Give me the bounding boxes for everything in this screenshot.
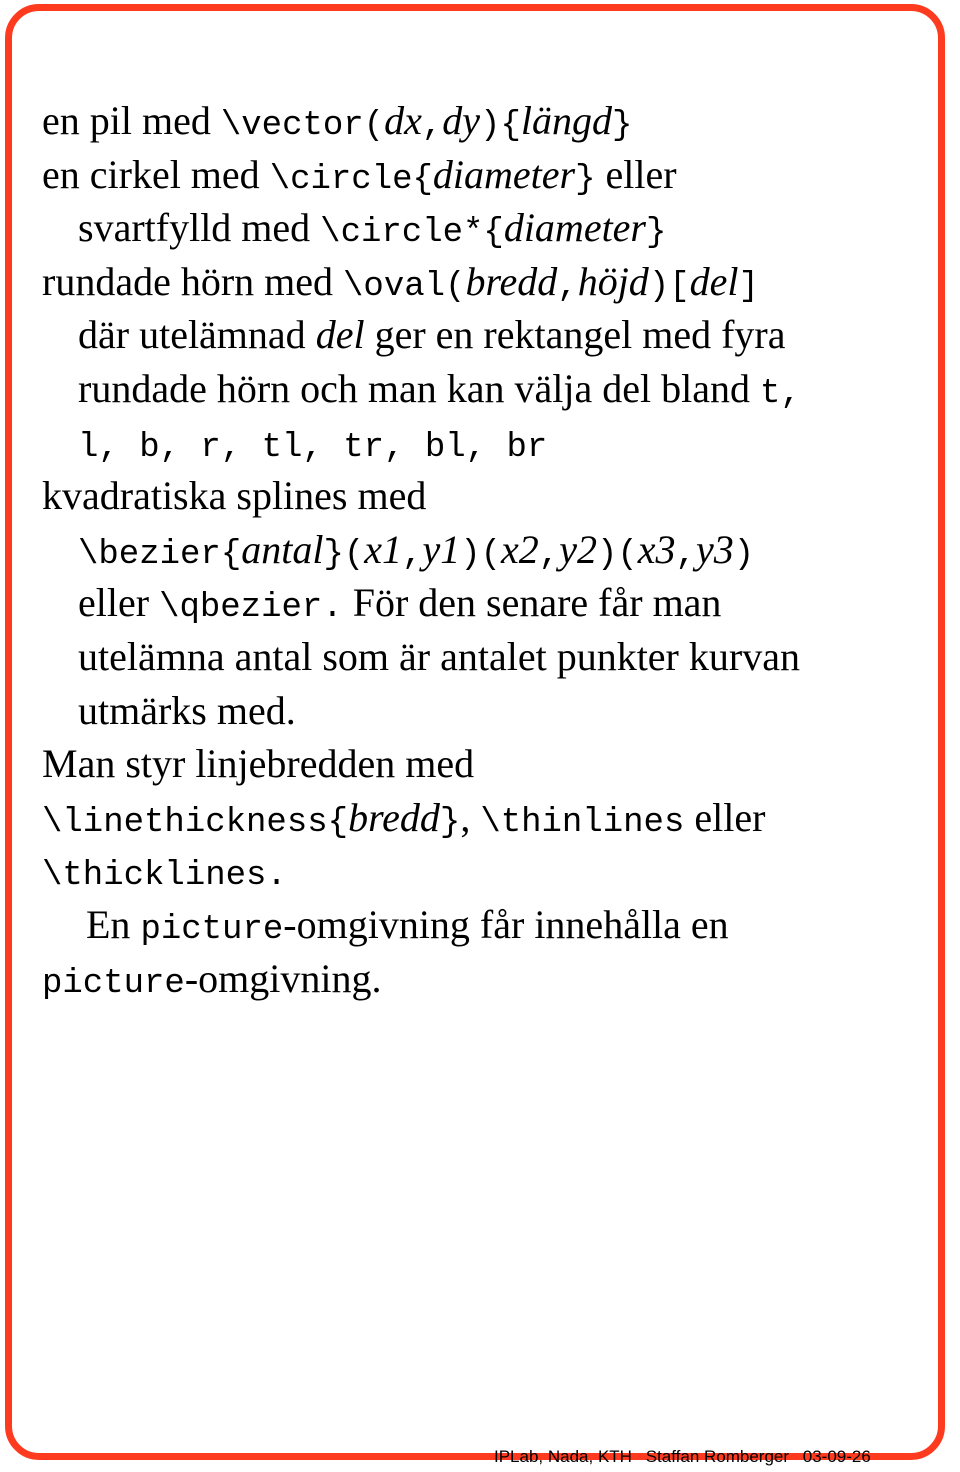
footer-date: 03-09-26 [802, 1447, 871, 1466]
code-fragment: \thinlines [480, 803, 685, 842]
text-line [42, 737, 922, 791]
text-line [42, 684, 922, 738]
code-fragment: } [439, 803, 461, 842]
text-fragment: kvadratiska splines med [42, 473, 427, 519]
text-line [42, 523, 922, 577]
code-fragment: \circle*{ [320, 214, 504, 253]
code-fragment: \vector( [220, 107, 385, 145]
code-fragment: } [611, 107, 633, 145]
text-line [42, 94, 922, 148]
text-line [42, 576, 922, 630]
code-fragment: \qbezier. [159, 589, 343, 628]
text-fragment: För den senare får man [342, 580, 722, 626]
text-line [42, 630, 922, 684]
text-fragment: utelämna antal som är antalet punkter kurvan [78, 633, 800, 679]
text-fragment: eller [684, 794, 766, 840]
code-fragment: ] [738, 267, 759, 306]
code-fragment: , [538, 535, 560, 574]
italic-argument: x3 [637, 526, 676, 572]
footer [494, 1447, 880, 1467]
text-fragment: Man styr linjebredden med [42, 741, 475, 787]
text-fragment: , [460, 794, 481, 840]
code-fragment: , [557, 267, 578, 306]
text-line [42, 148, 922, 202]
code-fragment: l, b, r, tl, tr, bl, br [78, 428, 548, 467]
text-fragment: ger en rektangel med fyra [364, 312, 786, 358]
italic-argument: y1 [422, 526, 461, 572]
italic-argument: diameter [432, 151, 576, 197]
italic-argument: y2 [559, 526, 597, 572]
text-fragment: en pil med [42, 98, 221, 143]
code-fragment: )( [460, 535, 502, 574]
text-fragment: rundade hörn med [42, 258, 344, 304]
text-fragment: eller [78, 580, 160, 626]
text-line [42, 416, 922, 470]
text-fragment: eller [595, 151, 677, 197]
text-fragment: rundade hörn och man kan välja del bland [78, 365, 760, 411]
text-fragment: -omgivning får innehålla en [283, 901, 729, 947]
italic-argument: x1 [364, 526, 403, 572]
code-fragment: \oval( [343, 267, 466, 306]
code-fragment: , [402, 535, 423, 574]
text-line [42, 952, 922, 1006]
code-fragment: , [421, 107, 443, 145]
italic-argument: bredd [465, 258, 558, 304]
italic-argument: x2 [501, 526, 539, 572]
italic-argument: del [689, 258, 739, 304]
text-line [42, 844, 922, 898]
footer-author: Staffan Romberger [645, 1447, 790, 1466]
text-line [42, 308, 922, 362]
code-fragment: )[ [648, 267, 690, 306]
italic-argument: bredd [348, 794, 440, 840]
code-fragment: ) [733, 535, 755, 574]
text-line [42, 362, 922, 416]
italic-argument: längd [520, 98, 612, 143]
text-fragment: där utelämnad [78, 312, 316, 358]
text-line [42, 469, 922, 523]
code-fragment: t, [760, 374, 801, 413]
text-line [42, 791, 922, 845]
text-fragment: En [86, 901, 141, 947]
code-fragment: \bezier{ [78, 535, 242, 574]
text-line [42, 898, 922, 952]
italic-argument: antal [241, 526, 324, 572]
text-fragment: -omgivning. [184, 955, 382, 1001]
code-fragment: picture [140, 910, 284, 949]
text-fragment: utmärks med. [78, 687, 296, 733]
footer-org: IPLab, Nada, KTH [494, 1447, 632, 1466]
code-fragment: \thicklines. [42, 857, 287, 896]
code-fragment: picture [42, 964, 185, 1003]
text-fragment: en cirkel med [42, 151, 270, 197]
code-fragment: ) [480, 107, 501, 145]
text-line [42, 201, 922, 255]
italic-argument: dy [442, 98, 481, 143]
italic-argument: del [315, 312, 365, 358]
text-fragment: svartfylld med [78, 205, 321, 251]
text-line [42, 255, 922, 309]
italic-argument: höjd [577, 258, 649, 304]
code-fragment: \linethickness{ [42, 803, 349, 842]
code-fragment: }( [323, 535, 365, 574]
code-fragment: { [500, 107, 521, 145]
code-fragment: } [575, 160, 596, 199]
slide-body [42, 94, 922, 1005]
code-fragment: , [675, 535, 696, 574]
code-fragment: } [646, 214, 667, 253]
code-fragment: )( [596, 535, 638, 574]
italic-argument: y3 [695, 526, 734, 572]
code-fragment: \circle{ [269, 160, 433, 199]
italic-argument: diameter [503, 205, 646, 251]
italic-argument: dx [384, 98, 422, 143]
